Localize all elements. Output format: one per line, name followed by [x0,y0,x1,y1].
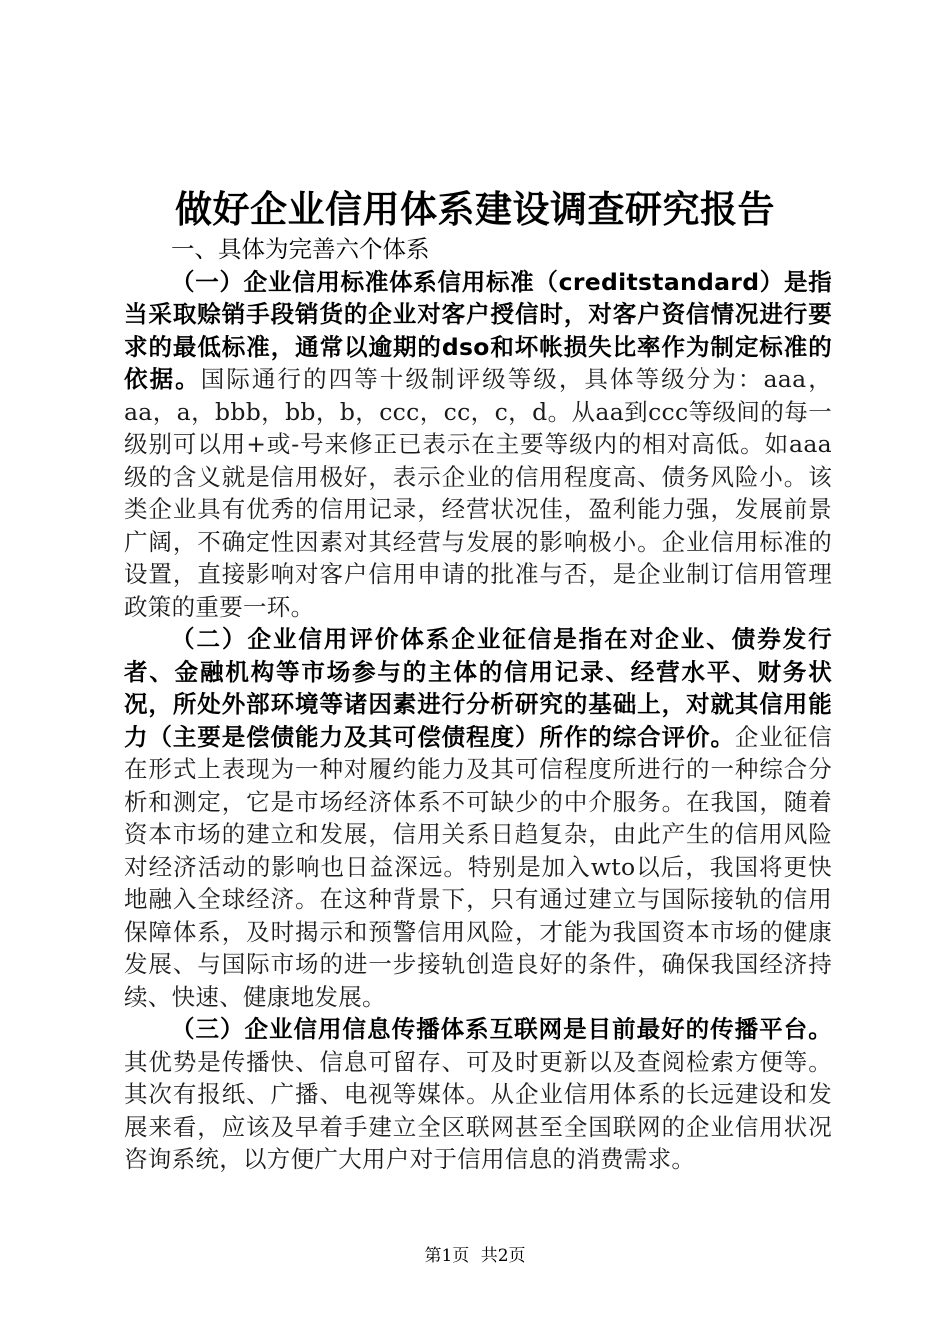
section-heading: 一、具体为完善六个体系 [171,235,430,263]
page-footer [0,1245,950,1267]
paragraph-1-text: 国际通行的四等十级制评级等级，具体等级分为：aaa，aa，a，bbb，bb，b，ccc，cc，c，d。从aa到ccc等级间的每一级别可以用+或-号来修正已表示在主要等级内的相对高低。如aaa级的含义就是信用极好，表示企业的信用程度高、债务风险小。该类企业具有优秀的信用记录，经营状况佳，盈利能力强，发展前景广阔，不确定性因素对其经营与发展的影响极小。企业信用标准的设置，直接影响对客户信用申请的批准与否，是企业制订信用管理政策的重要一环。 [124,365,832,621]
paragraph-3-bold-text: （三）企业信用信息传播体系互联网是目前最好的传播平台。 [171,1015,832,1043]
paragraph-3 [124,1013,832,1176]
paragraph-3-text: 其优势是传播快、信息可留存、可及时更新以及查阅检索方便等。其次有报纸、广播、电视等媒体。从企业信用体系的长远建设和发展来看，应该及早着手建立全区联网甚至全国联网的企业信用状况咨询系统，以方便广大用户对于信用信息的消费需求。 [124,1047,832,1173]
page-number: 第1页 [424,1246,470,1266]
paragraph-1-bold-text: （一）企业信用标准体系信用标准（creditstandard）是指当采取赊销手段销货的企业对客户授信时，对客户资信情况进行要求的最低标准，通常以逾期的dso和坏帐损失比率作为制定标准的依据。 [124,267,832,393]
document-title: 做好企业信用体系建设调查研究报告 [175,187,775,231]
paragraph-2-text: 企业征信在形式上表现为一种对履约能力及其可信程度所进行的一种综合分析和测定，它是市场经济体系不可缺少的中介服务。在我国，随着资本市场的建立和发展，信用关系日趋复杂，由此产生的信用风险对经济活动的影响也日益深远。特别是加入wto以后，我国将更快地融入全球经济。在这种背景下，只有通过建立与国际接轨的信用保障体系，及时揭示和预警信用风险，才能为我国资本市场的健康发展、与国际市场的进一步接轨创造良好的条件，确保我国经济持续、快速、健康地发展。 [124,722,832,1011]
paragraph-2 [124,623,832,1013]
page-total: 共2页 [480,1246,526,1266]
paragraph-1 [124,266,832,624]
paragraph-2-bold-text: （二）企业信用评价体系企业征信是指在对企业、债券发行者、金融机构等市场参与的主体的信用记录、经营水平、财务状况，所处外部环境等诸因素进行分析研究的基础上，对就其信用能力（主要是偿债能力及其可偿债程度）所作的综合评价。 [124,625,832,751]
document-body [124,233,832,1176]
